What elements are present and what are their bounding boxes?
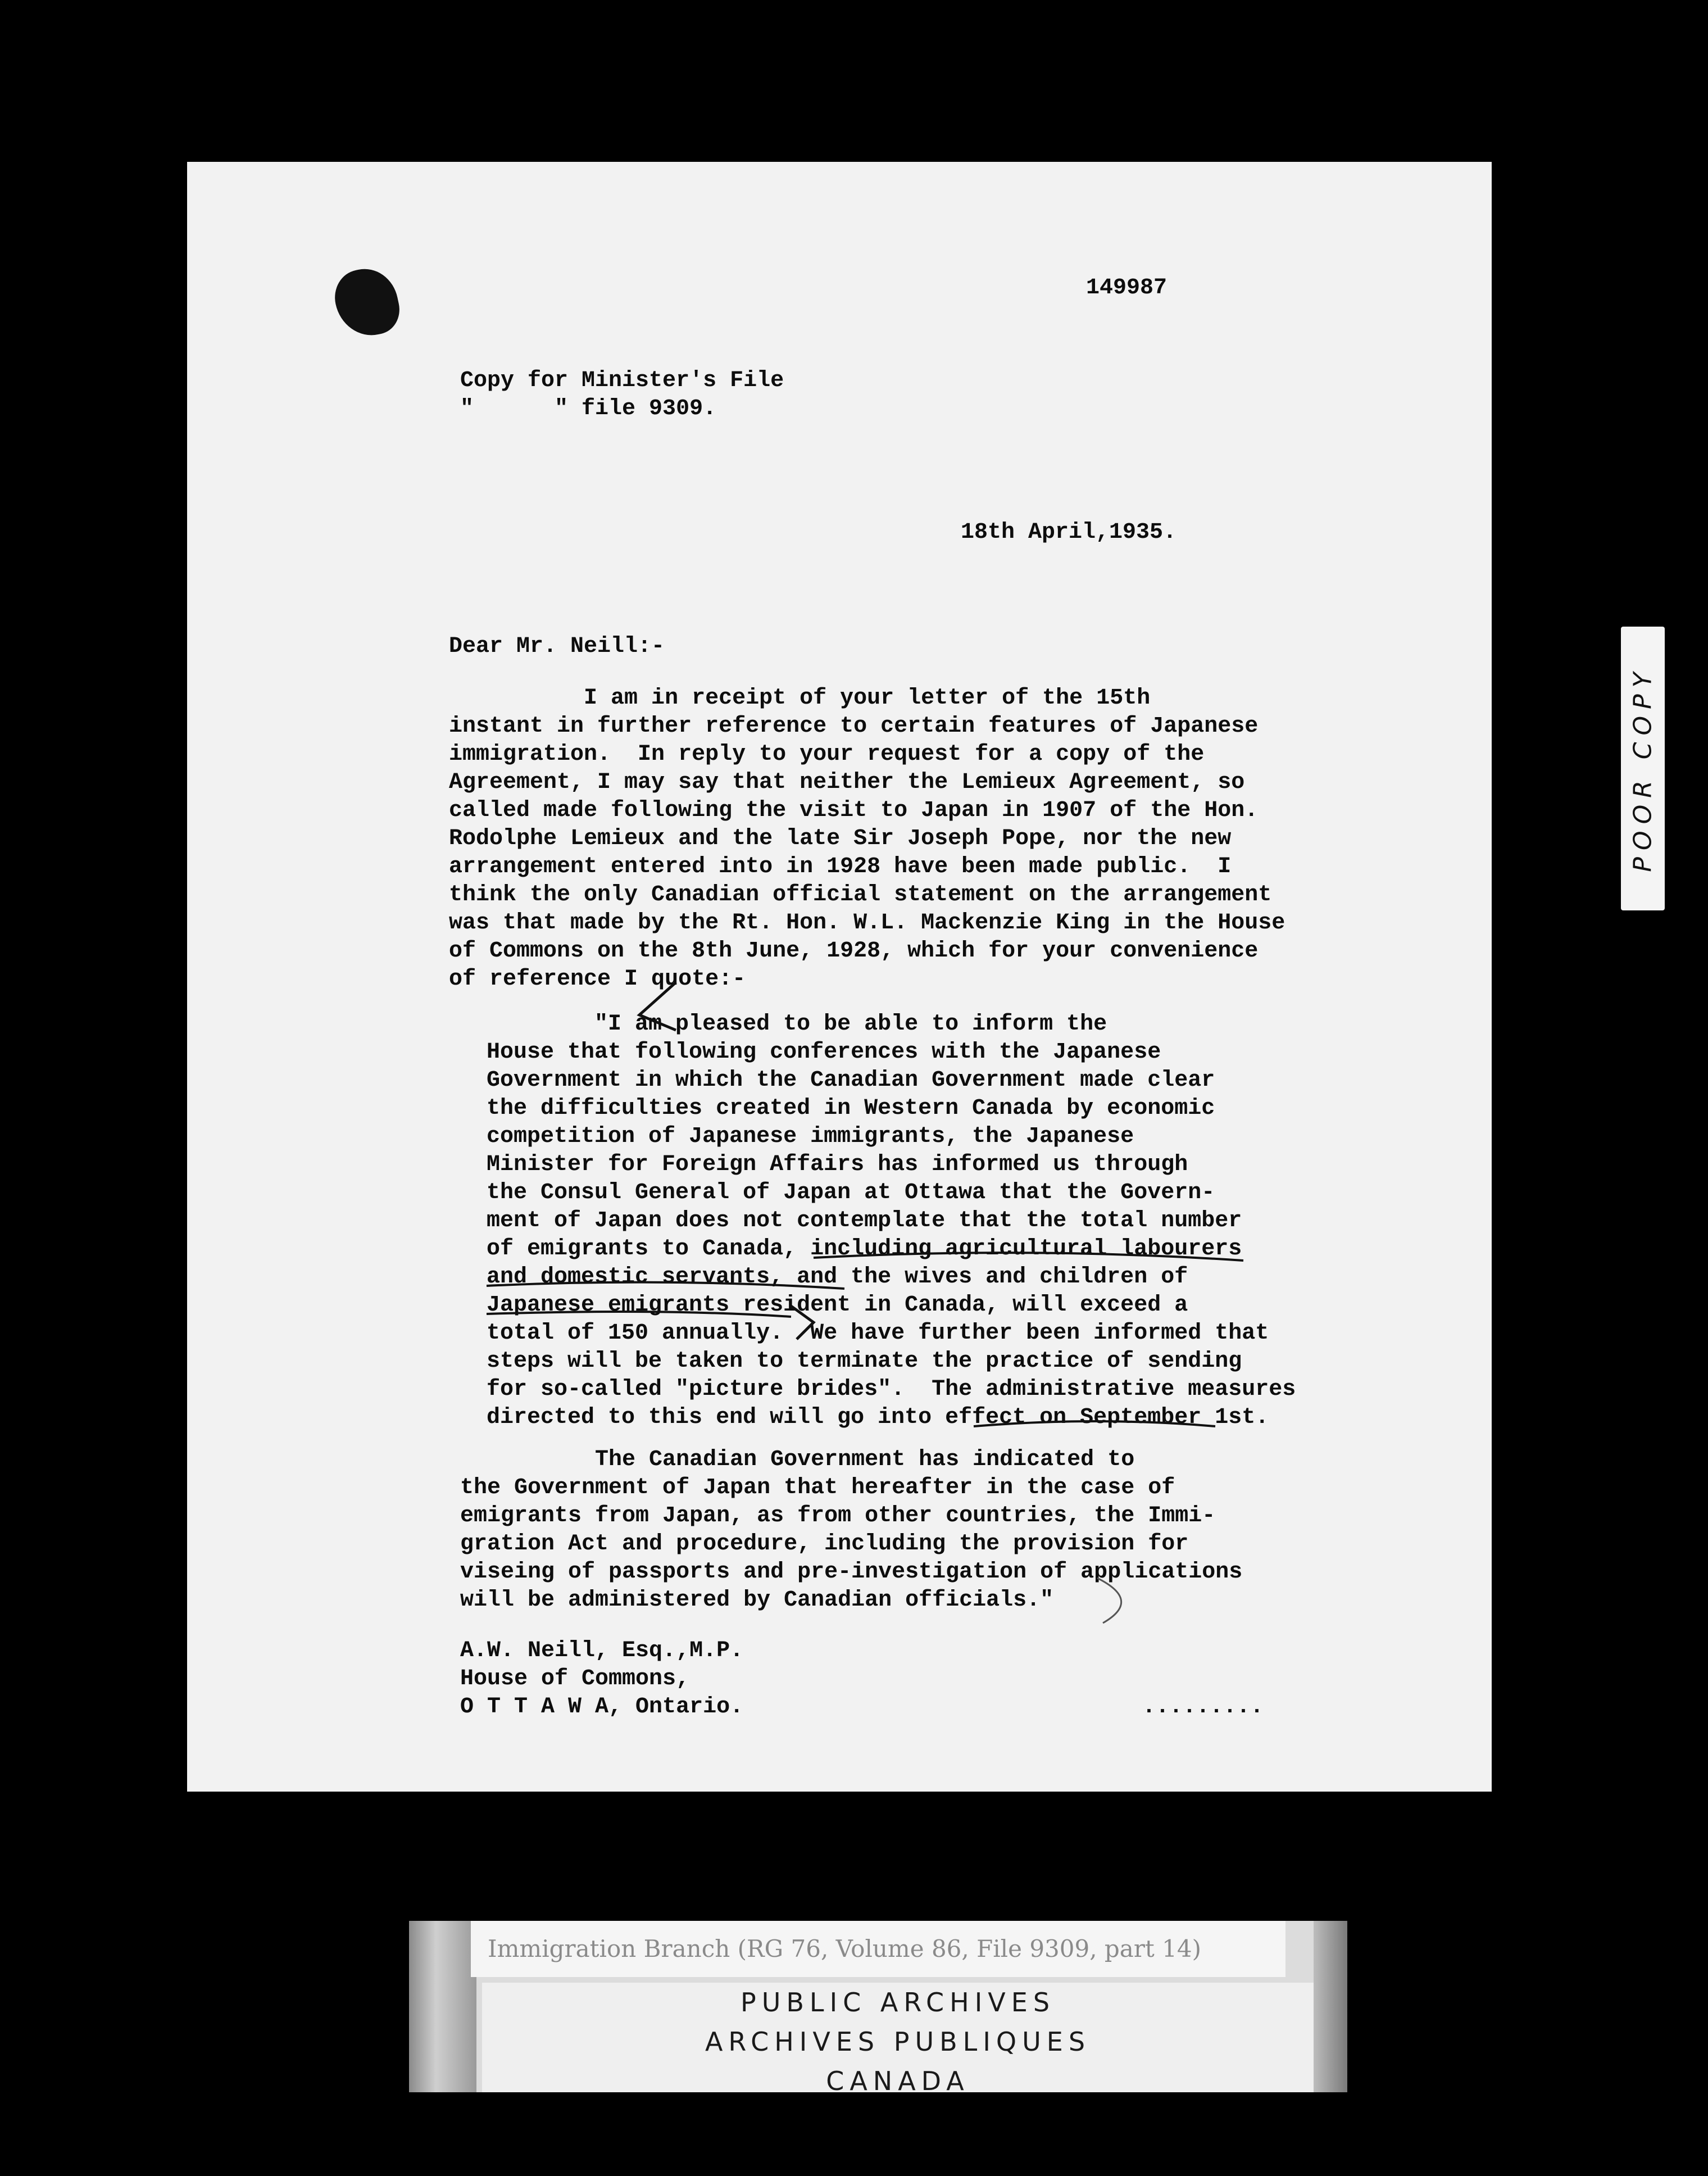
paragraph-2 [460, 1446, 1242, 1615]
text-line: immigration. In reply to your request for a copy of the [449, 742, 1205, 767]
archive-line: CANADA [826, 2066, 970, 2096]
paragraph-1 [449, 684, 1285, 994]
text-line: and domestic servants, and the wives and children of [487, 1264, 1188, 1290]
text-line: House that following conferences with the Japanese [487, 1040, 1161, 1065]
text-line: of emigrants to Canada, including agricultural labourers [487, 1236, 1242, 1262]
text-line: of Commons on the 8th June, 1928, which for your convenience [449, 939, 1259, 964]
address-line: A.W. Neill, Esq.,M.P. [460, 1638, 744, 1663]
archive-reference: Immigration Branch (RG 76, Volume 86, File 9309, part 14) [471, 1921, 1285, 1977]
letter-date: 18th April,1935. [961, 520, 1177, 545]
text-line: The Canadian Government has indicated to [460, 1447, 1135, 1472]
text-line: Government in which the Canadian Government made clear [487, 1068, 1215, 1093]
archive-label-strip [409, 1921, 1347, 2096]
text-line: the Consul General of Japan at Ottawa that the Govern- [487, 1180, 1215, 1205]
text-line: gration Act and procedure, including the provision for [460, 1531, 1189, 1557]
text-line: directed to this end will go into effect on September 1st. [487, 1405, 1269, 1430]
strip-edge [1314, 1921, 1347, 2092]
copy-line: " " file 9309. [460, 396, 717, 421]
signature-dots: ......... [1142, 1694, 1264, 1720]
recipient-address [460, 1637, 743, 1721]
stamp-text: POOR COPY [1628, 665, 1657, 872]
text-line: was that made by the Rt. Hon. W.L. Mackenzie King in the House [449, 910, 1285, 936]
text-line: "I am pleased to be able to inform the [487, 1012, 1107, 1037]
address-line: O T T A W A, Ontario. [460, 1694, 744, 1720]
text-line: the Government of Japan that hereafter in the case of [460, 1475, 1175, 1500]
text-line: steps will be taken to terminate the practice of sending [487, 1349, 1242, 1374]
address-line: House of Commons, [460, 1666, 690, 1692]
text-line: think the only Canadian official statement on the arrangement [449, 882, 1272, 908]
text-line: will be administered by Canadian officials." [460, 1588, 1054, 1613]
text-line: emigrants from Japan, as from other countries, the Immi- [460, 1503, 1216, 1529]
quoted-statement [487, 1010, 1296, 1432]
salutation: Dear Mr. Neill:- [449, 634, 665, 659]
text-line: of reference I quote:- [449, 967, 746, 992]
copy-line: Copy for Minister's File [460, 368, 784, 393]
text-line: total of 150 annually. We have further been informed that [487, 1321, 1269, 1346]
text-line: ment of Japan does not contemplate that the total number [487, 1208, 1242, 1234]
text-line: Rodolphe Lemieux and the late Sir Joseph Pope, nor the new [449, 826, 1232, 851]
text-line: viseing of passports and pre-investigation of applications [460, 1560, 1243, 1585]
text-line: instant in further reference to certain features of Japanese [449, 714, 1259, 739]
archive-line: PUBLIC ARCHIVES [740, 1987, 1056, 2018]
text-line: arrangement entered into in 1928 have been made public. I [449, 854, 1232, 880]
ink-blot [330, 263, 405, 342]
letter-page [187, 162, 1492, 1792]
text-line: called made following the visit to Japan in 1907 of the Hon. [449, 798, 1259, 823]
file-number: 149987 [1086, 275, 1168, 301]
text-line: Minister for Foreign Affairs has informed us through [487, 1152, 1188, 1177]
text-line: I am in receipt of your letter of the 15th [449, 686, 1151, 711]
text-line: for so-called "picture brides". The administrative measures [487, 1377, 1296, 1402]
copy-note [460, 367, 784, 423]
strip-edge [409, 1921, 476, 2092]
text-line: Japanese emigrants resident in Canada, will exceed a [487, 1293, 1188, 1318]
text-line: competition of Japanese immigrants, the Japanese [487, 1124, 1134, 1149]
archive-line: ARCHIVES PUBLIQUES [705, 2027, 1091, 2057]
poor-copy-stamp [1621, 627, 1665, 910]
text-line: Agreement, I may say that neither the Lemieux Agreement, so [449, 770, 1245, 795]
archive-card [482, 1983, 1314, 2096]
text-line: the difficulties created in Western Canada by economic [487, 1096, 1215, 1121]
